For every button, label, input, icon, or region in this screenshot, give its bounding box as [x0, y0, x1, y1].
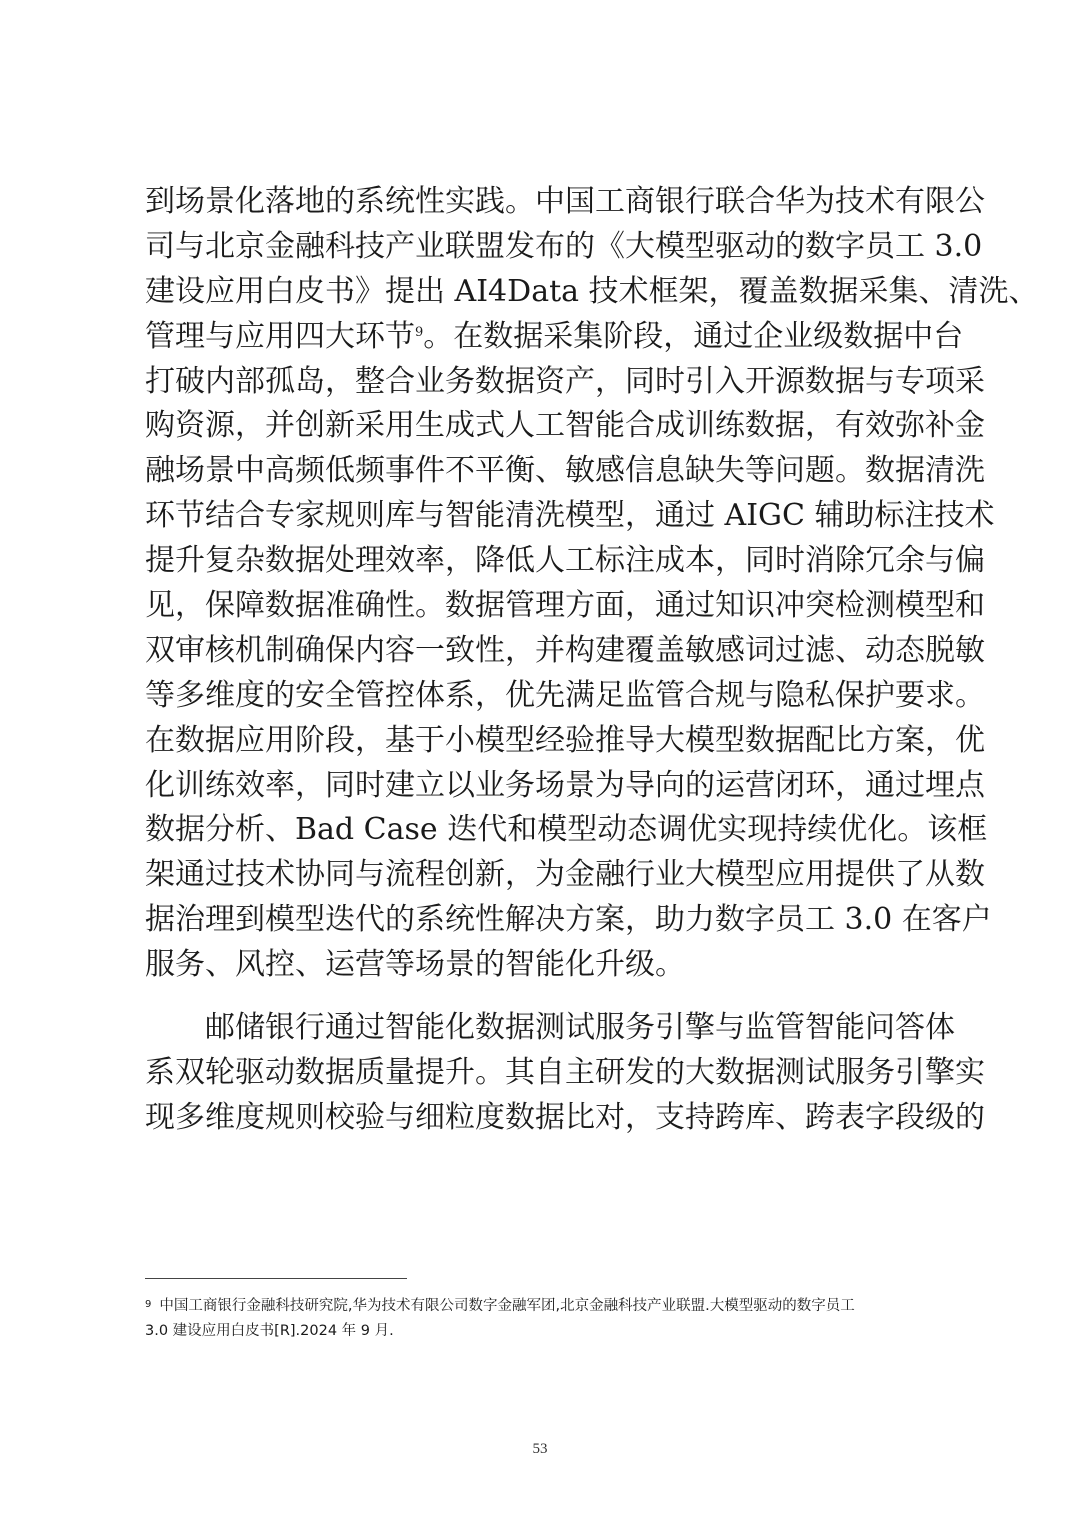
paragraph-line: 到场景化落地的系统性实践。中国工商银行联合华为技术有限公	[145, 184, 985, 219]
paragraph-line: 架通过技术协同与流程创新，为金融行业大模型应用提供了从数	[145, 857, 985, 893]
paragraph-line: 系双轮驱动数据质量提升。其自主研发的大数据测试服务引擎实	[145, 1054, 985, 1090]
paragraph-line: 司与北京金融科技产业联盟发布的《大模型驱动的数字员工 3.0	[145, 228, 983, 264]
paragraph-line: 双审核机制确保内容一致性，并构建覆盖敏感词过滤、动态脱敏	[145, 632, 985, 668]
paragraph-line: 提升复杂数据处理效率，降低人工标注成本，同时消除冗余与偏	[145, 543, 985, 579]
line-text: 。在数据采集阶段，通过企业级数据中台	[423, 318, 964, 354]
footnote-line	[145, 1294, 955, 1319]
page-number: 53	[532, 1441, 548, 1457]
line-text: 管理与应用四大环节	[145, 318, 415, 354]
paragraph-line: 建设应用白皮书》提出 AI4Data 技术框架，覆盖数据采集、清洗、	[145, 273, 1039, 309]
body-text	[145, 180, 1039, 1141]
paragraph-line: 融场景中高频低频事件不平衡、敏感信息缺失等问题。数据清洗	[145, 453, 985, 489]
footnote-separator	[145, 1278, 407, 1279]
paragraph-line: 数据分析、Bad Case 迭代和模型动态调优实现持续优化。该框	[145, 812, 988, 848]
paragraph-line: 环节结合专家规则库与智能清洗模型，通过 AIGC 辅助标注技术	[145, 498, 995, 534]
paragraph-2	[145, 1006, 985, 1141]
paragraph-line: 在数据应用阶段，基于小模型经验推导大模型数据配比方案，优	[145, 722, 985, 758]
paragraph-line: 据治理到模型迭代的系统性解决方案，助力数字员工 3.0 在客户	[145, 902, 992, 938]
paragraph-line: 邮储银行通过智能化数据测试服务引擎与监管智能问答体	[205, 1010, 955, 1046]
paragraph-1	[145, 180, 1039, 988]
paragraph-line: 打破内部孤岛，整合业务数据资产，同时引入开源数据与专项采	[145, 363, 985, 399]
paragraph-line: 化训练效率，同时建立以业务场景为导向的运营闭环，通过埋点	[145, 767, 985, 803]
paragraph-line: 服务、风控、运营等场景的智能化升级。	[145, 947, 685, 983]
footnote-text: 中国工商银行金融科技研究院,华为技术有限公司数字金融军团,北京金融科技产业联盟.大模型驱动的数字员工	[159, 1298, 855, 1314]
paragraph-line: 现多维度规则校验与细粒度数据比对，支持跨库、跨表字段级的	[145, 1099, 985, 1135]
paragraph-line: 购资源，并创新采用生成式人工智能合成训练数据，有效弥补金	[145, 408, 985, 444]
paragraph-line	[145, 315, 964, 360]
footnote-reference[interactable]: 9	[415, 324, 424, 340]
footnote	[145, 1294, 955, 1344]
paragraph-line: 见，保障数据准确性。数据管理方面，通过知识冲突检测模型和	[145, 588, 985, 624]
paragraph-line: 等多维度的安全管控体系，优先满足监管合规与隐私保护要求。	[145, 677, 985, 713]
footnote-line: 3.0 建设应用白皮书[R].2024 年 9 月.	[145, 1323, 394, 1339]
footnote-number: 9	[145, 1299, 152, 1310]
